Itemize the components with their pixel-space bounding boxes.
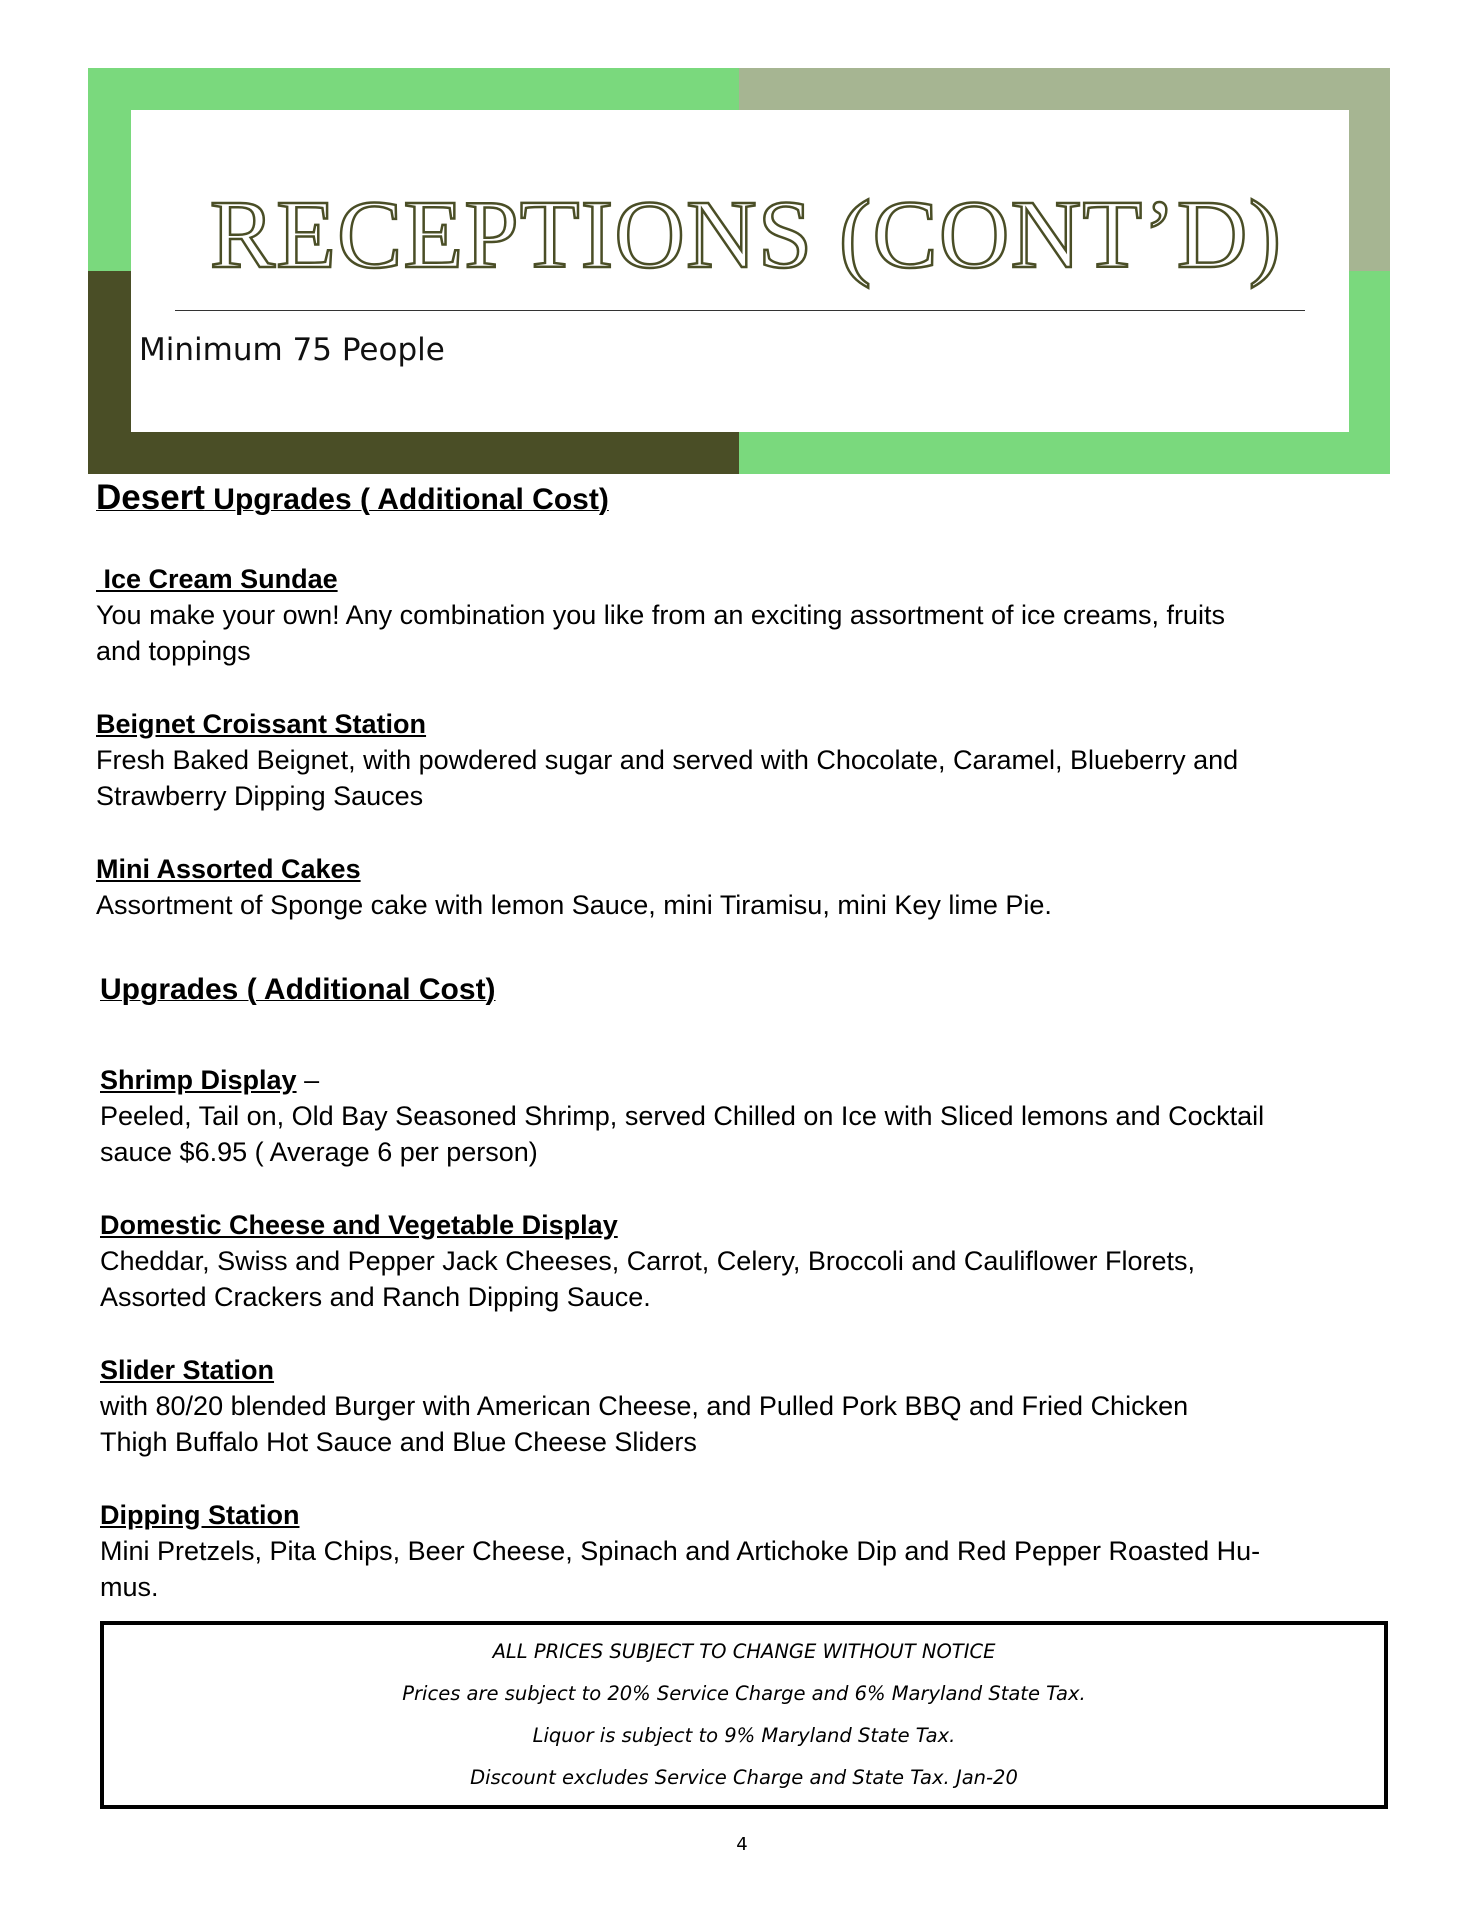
menu-item-mini-assorted-cakes	[96, 851, 1376, 923]
item-description: Cheddar, Swiss and Pepper Jack Cheeses, Carrot, Celery, Broccoli and Cauliflower Florets, Assorted Crackers and Ranch Dipping Sauce.	[100, 1246, 1195, 1312]
desert-upgrades-heading	[96, 478, 609, 518]
item-description: Peeled, Tail on, Old Bay Seasoned Shrimp, served Chilled on Ice with Sliced lemons and Cocktail sauce $6.95 ( Average 6 per person)	[100, 1101, 1265, 1167]
pricing-notice-box	[100, 1621, 1388, 1809]
item-description: You make your own! Any combination you like from an exciting assortment of ice creams, fruits and toppings	[96, 600, 1226, 666]
upgrades-heading-text: Upgrades ( Additional Cost)	[100, 973, 496, 1006]
menu-item-beignet-croissant-station	[96, 706, 1376, 814]
notice-line: Discount excludes Service Charge and State Tax. Jan-20	[470, 1766, 1018, 1789]
item-description: with 80/20 blended Burger with American Cheese, and Pulled Pork BBQ and Fried Chicken Thigh Buffalo Hot Sauce and Blue Cheese Sliders	[100, 1391, 1189, 1457]
upgrades-heading	[100, 973, 496, 1007]
desert-heading-word: Desert	[96, 478, 205, 517]
page-title: RECEPTIONS (CONT’D)	[209, 181, 1283, 289]
menu-item-ice-cream-sundae	[96, 561, 1376, 669]
menu-item-dipping-station	[100, 1497, 1380, 1605]
item-title: Shrimp Display	[100, 1065, 297, 1095]
header-box	[131, 110, 1349, 432]
notice-line: ALL PRICES SUBJECT TO CHANGE WITHOUT NOTICE	[492, 1640, 996, 1663]
menu-item-cheese-vegetable-display	[100, 1207, 1380, 1315]
minimum-people-subtitle: Minimum 75 People	[139, 332, 445, 368]
header-banner	[88, 68, 1390, 474]
notice-line: Liquor is subject to 9% Maryland State Tax.	[532, 1724, 956, 1747]
item-description: Fresh Baked Beignet, with powdered sugar and served with Chocolate, Caramel, Blueberry and Strawberry Dipping Sauces	[96, 745, 1239, 811]
menu-item-slider-station	[100, 1352, 1380, 1460]
page-number: 4	[736, 1834, 748, 1855]
item-title: Beignet Croissant Station	[96, 709, 427, 739]
item-title-dash: –	[296, 1065, 320, 1095]
item-description: Mini Pretzels, Pita Chips, Beer Cheese, Spinach and Artichoke Dip and Red Pepper Roasted Hu- mus.	[100, 1536, 1261, 1602]
desert-heading-rest: Upgrades ( Additional Cost)	[204, 483, 609, 516]
item-title: Domestic Cheese and Vegetable Display	[100, 1210, 618, 1240]
header-divider	[175, 310, 1305, 311]
item-description: Assortment of Sponge cake with lemon Sauce, mini Tiramisu, mini Key lime Pie.	[96, 890, 1052, 920]
item-title: Dipping Station	[100, 1500, 300, 1530]
item-title: Slider Station	[100, 1355, 275, 1385]
item-title: Mini Assorted Cakes	[96, 854, 361, 884]
notice-line: Prices are subject to 20% Service Charge and 6% Maryland State Tax.	[402, 1682, 1086, 1705]
menu-item-shrimp-display	[100, 1062, 1380, 1170]
item-title: Ice Cream Sundae	[96, 564, 338, 594]
